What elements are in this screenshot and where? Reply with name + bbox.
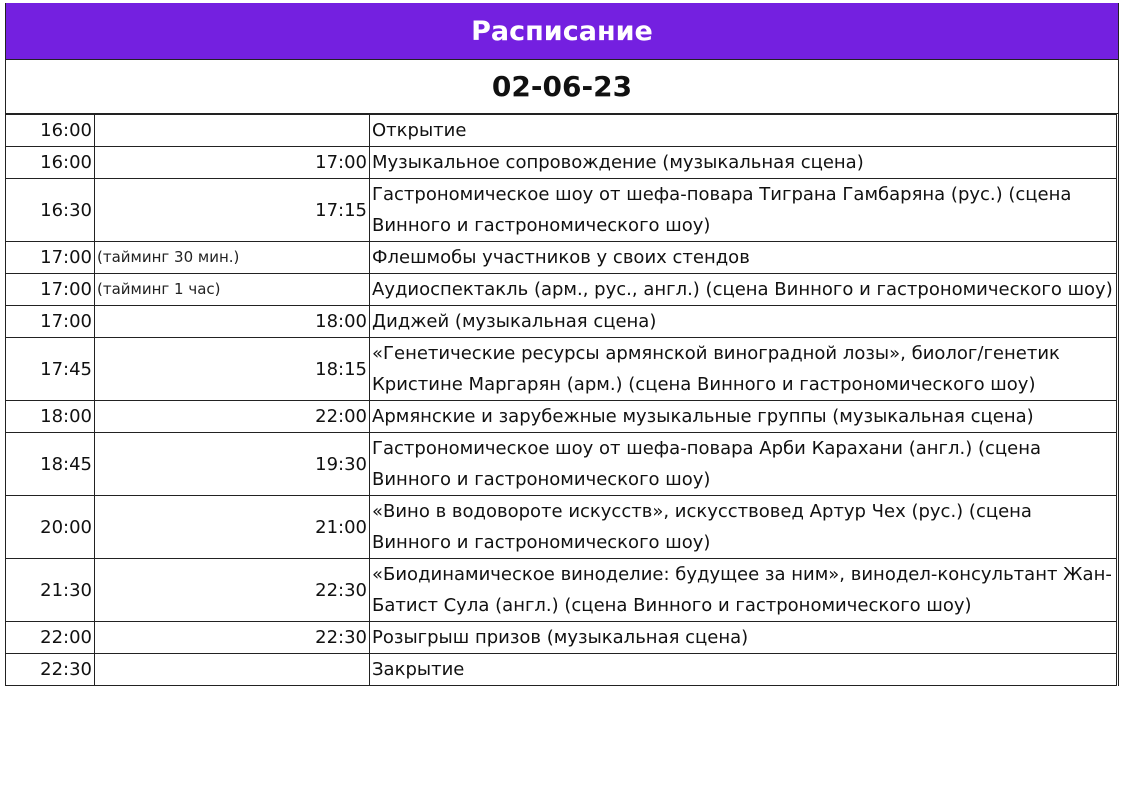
start-time-cell: 16:30 xyxy=(6,179,95,242)
end-time: 22:30 xyxy=(315,627,367,648)
start-time-cell: 18:45 xyxy=(6,433,95,496)
start-time-cell: 21:30 xyxy=(6,559,95,622)
event-description: Розыгрыш призов (музыкальная сцена) xyxy=(370,622,1117,654)
start-time-cell: 17:00 xyxy=(6,274,95,306)
end-time-cell xyxy=(95,433,370,496)
end-time-cell xyxy=(95,306,370,338)
timing-note: (тайминг 1 час) xyxy=(97,280,221,298)
event-description: Открытие xyxy=(370,115,1117,147)
end-time-cell xyxy=(95,654,370,686)
end-time: 19:30 xyxy=(315,453,367,475)
event-description: Гастрономическое шоу от шефа-повара Тиграна Гамбаряна (рус.) (сцена Винного и гастрономического шоу) xyxy=(370,179,1117,242)
event-description: «Вино в водовороте искусств», искусствовед Артур Чех (рус.) (сцена Винного и гастрономического шоу) xyxy=(370,496,1117,559)
schedule-row xyxy=(6,401,1117,433)
start-time-cell: 17:45 xyxy=(6,338,95,401)
schedule-row xyxy=(6,274,1117,306)
schedule-row xyxy=(6,338,1117,401)
end-time-cell xyxy=(95,179,370,242)
timing-note: (тайминг 30 мин.) xyxy=(97,248,240,266)
start-time-cell: 20:00 xyxy=(6,496,95,559)
end-time-cell xyxy=(95,338,370,401)
start-time-cell: 22:00 xyxy=(6,622,95,654)
schedule-title: Расписание xyxy=(6,3,1118,60)
schedule-row xyxy=(6,559,1117,622)
end-time-cell xyxy=(95,115,370,147)
schedule-row xyxy=(6,622,1117,654)
event-description: Музыкальное сопровождение (музыкальная сцена) xyxy=(370,147,1117,179)
event-description: Флешмобы участников у своих стендов xyxy=(370,242,1117,274)
schedule-sheet xyxy=(5,3,1119,686)
schedule-row xyxy=(6,179,1117,242)
event-description: Закрытие xyxy=(370,654,1117,686)
event-description: Диджей (музыкальная сцена) xyxy=(370,306,1117,338)
end-time: 17:00 xyxy=(315,152,367,173)
schedule-table xyxy=(5,114,1117,686)
end-time-cell xyxy=(95,401,370,433)
end-time-cell xyxy=(95,274,370,306)
schedule-row xyxy=(6,496,1117,559)
event-description: Аудиоспектакль (арм., рус., англ.) (сцена Винного и гастрономического шоу) xyxy=(370,274,1117,306)
schedule-date: 02-06-23 xyxy=(6,60,1118,114)
schedule-row xyxy=(6,433,1117,496)
end-time: 22:30 xyxy=(315,579,367,601)
end-time-cell xyxy=(95,147,370,179)
start-time-cell: 22:30 xyxy=(6,654,95,686)
start-time-cell: 16:00 xyxy=(6,115,95,147)
end-time: 17:15 xyxy=(315,199,367,221)
end-time-cell xyxy=(95,496,370,559)
end-time: 18:00 xyxy=(315,311,367,332)
end-time: 18:15 xyxy=(315,358,367,380)
end-time-cell xyxy=(95,622,370,654)
end-time: 22:00 xyxy=(315,406,367,427)
start-time-cell: 16:00 xyxy=(6,147,95,179)
end-time: 21:00 xyxy=(315,516,367,538)
schedule-row xyxy=(6,242,1117,274)
schedule-row xyxy=(6,654,1117,686)
event-description: Армянские и зарубежные музыкальные группы (музыкальная сцена) xyxy=(370,401,1117,433)
schedule-row xyxy=(6,115,1117,147)
end-time-cell xyxy=(95,242,370,274)
event-description: Гастрономическое шоу от шефа-повара Арби Карахани (англ.) (сцена Винного и гастрономического шоу) xyxy=(370,433,1117,496)
start-time-cell: 17:00 xyxy=(6,306,95,338)
start-time-cell: 18:00 xyxy=(6,401,95,433)
end-time-cell xyxy=(95,559,370,622)
schedule-row xyxy=(6,147,1117,179)
event-description: «Биодинамическое виноделие: будущее за ним», винодел-консультант Жан-Батист Сула (англ.) (сцена Винного и гастрономического шоу) xyxy=(370,559,1117,622)
event-description: «Генетические ресурсы армянской виноградной лозы», биолог/генетик Кристине Маргарян (арм.) (сцена Винного и гастрономического шоу) xyxy=(370,338,1117,401)
schedule-row xyxy=(6,306,1117,338)
start-time-cell: 17:00 xyxy=(6,242,95,274)
